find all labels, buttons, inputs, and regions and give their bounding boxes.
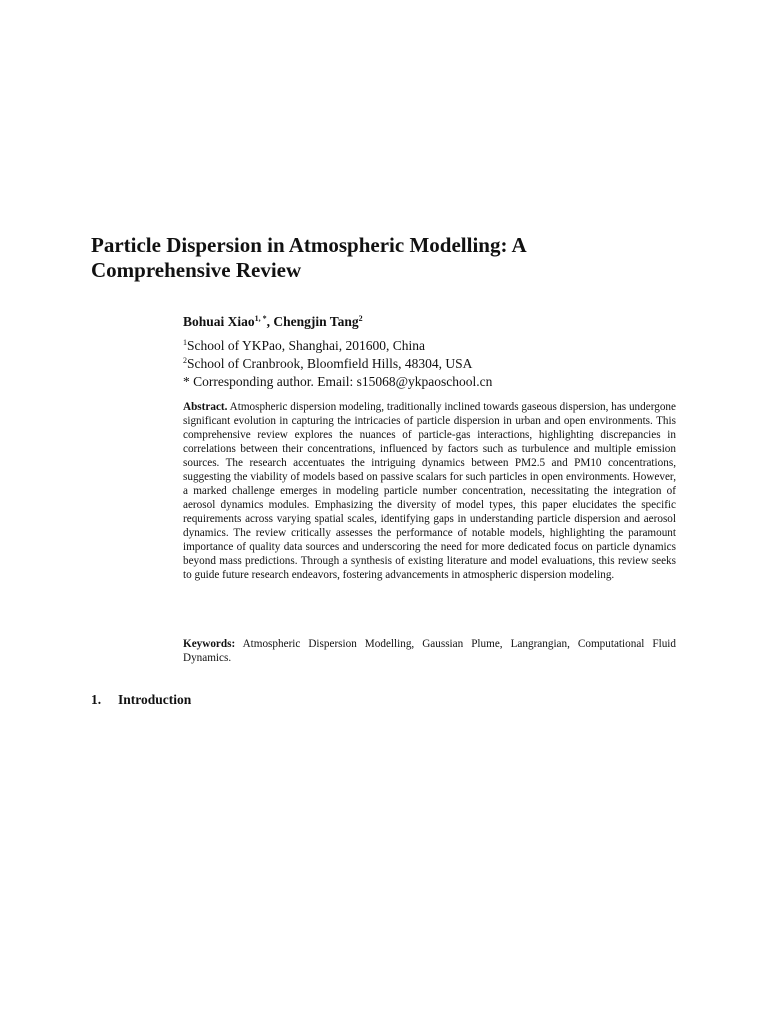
affiliation-line [183, 337, 683, 355]
author-name: Chengjin Tang [273, 314, 359, 329]
author-name: Bohuai Xiao [183, 314, 255, 329]
affiliation-text: School of Cranbrook, Bloomfield Hills, 48304, USA [187, 356, 473, 371]
affiliation-text: School of YKPao, Shanghai, 201600, China [187, 338, 425, 353]
author-list [183, 313, 683, 331]
affiliation-block [183, 337, 683, 391]
author-affiliation-mark: 2 [358, 314, 363, 323]
abstract-label: Abstract. [183, 401, 228, 413]
affiliation-mark: 2 [183, 356, 187, 365]
corresponding-author: * Corresponding author. Email: s15068@ykpaoschool.cn [183, 374, 493, 389]
keywords-label: Keywords: [183, 638, 236, 650]
keywords-text: Atmospheric Dispersion Modelling, Gaussian Plume, Langrangian, Computational Fluid Dynamics. [183, 638, 676, 664]
section-heading-introduction [91, 691, 491, 709]
paper-title [91, 233, 691, 283]
abstract [183, 400, 676, 582]
paper-title-line-1: Particle Dispersion in Atmospheric Modelling: A [91, 233, 527, 257]
paper-title-line-2: Comprehensive Review [91, 258, 302, 282]
keywords [183, 637, 676, 665]
affiliation-line [183, 355, 683, 373]
section-number: 1. [91, 692, 102, 707]
section-title: Introduction [118, 692, 192, 707]
author-separator: , [266, 314, 274, 329]
author-affiliation-mark: 1, * [254, 314, 267, 323]
affiliation-mark: 1 [183, 338, 187, 347]
abstract-text: Atmospheric dispersion modeling, traditionally inclined towards gaseous dispersion, has undergone significant evolution in capturing the intricacies of particle dispersion in urban and open environments. This comprehensive review explores the nuances of particle-gas interactions, highlighting discrepancies in correlations between their concentrations, influenced by factors such as turbulence and multiple emission sources. The research accentuates the intriguing dynamics between PM2.5 and PM10 concentrations, suggesting the viability of models based on passive scalars for such particles in open environments. However, a marked challenge emerges in modeling particle number concentration, necessitating the integration of aerosol dynamics modules. Emphasizing the diversity of model types, this paper elucidates the specific requirements across varying spatial scales, identifying gaps in understanding particle dispersion and aerosol dynamics. The review critically assesses the performance of notable models, highlighting the paramount importance of quality data sources and underscoring the need for more dedicated focus on particle dynamics beyond mass predictions. Through a synthesis of existing literature and model evaluations, this review seeks to guide future research endeavors, fostering advancements in atmospheric dispersion modeling. [183, 401, 676, 581]
